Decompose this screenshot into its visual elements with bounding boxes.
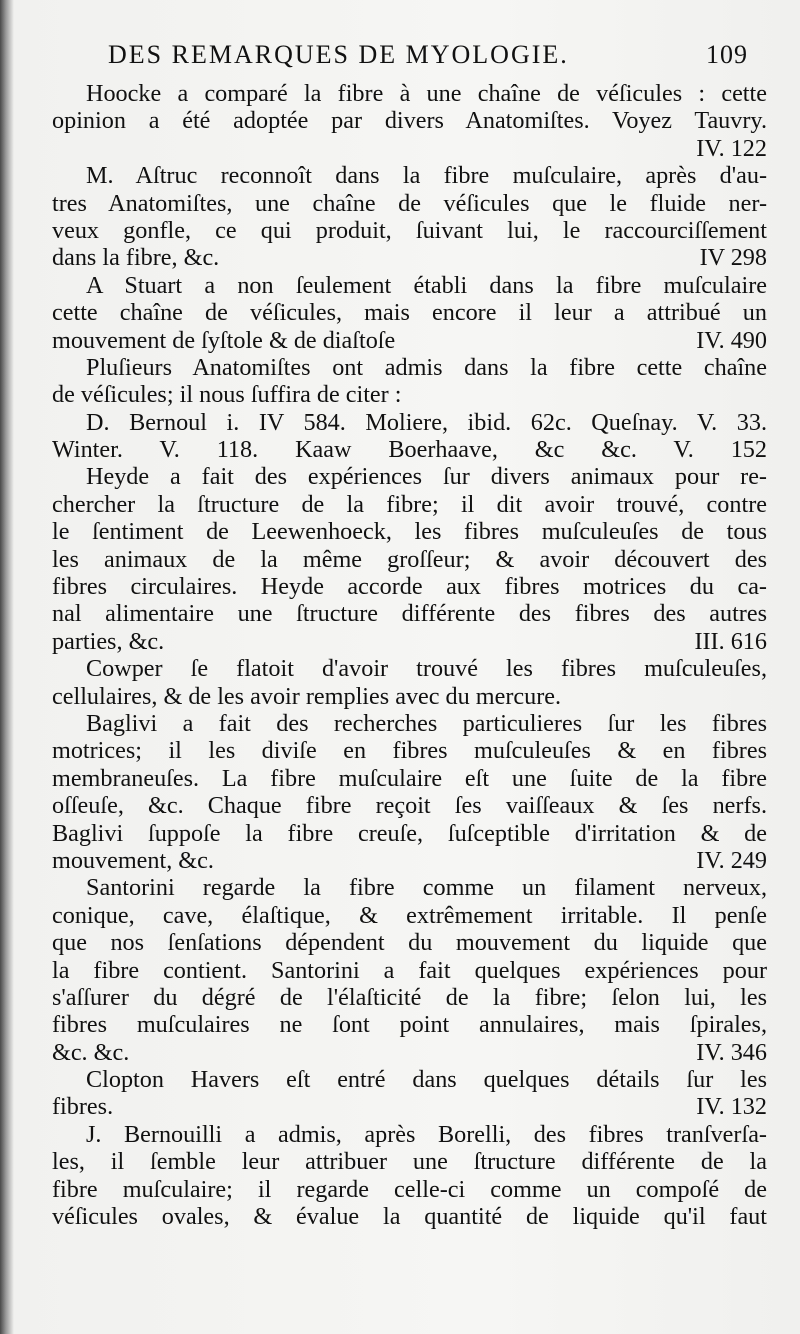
text-line: le ſentiment de Leewenhoeck, les fibres muſculeuſes de tous <box>52 518 767 546</box>
text-line: que nos ſenſations dépendent du mouvement du liquide que <box>52 929 767 957</box>
text-line: les animaux de la même groſſeur; & avoir découvert des <box>52 545 767 573</box>
text-line: Cowper ſe flatoit d'avoir trouvé les fibres muſculeuſes, <box>86 655 767 683</box>
text-line <box>52 1093 767 1120</box>
text-line: cellulaires, & de les avoir remplies avec du mercure. <box>52 682 562 710</box>
running-header <box>108 40 748 74</box>
line-text: fibres. <box>52 1093 114 1121</box>
citation-reference: IV. 249 <box>696 846 767 874</box>
text-line: Winter. V. 118. Kaaw Boerhaave, &c &c. V. 152 <box>52 436 767 464</box>
citation-reference: IV. 490 <box>696 326 767 354</box>
text-line: tres Anatomiſtes, une chaîne de véſicules que le fluide ner- <box>52 189 767 217</box>
citation-reference: IV. 346 <box>696 1038 767 1066</box>
text-line: la fibre contient. Santorini a fait quelques expériences pour <box>52 956 767 984</box>
line-text: mouvement, &c. <box>52 846 214 874</box>
line-text: parties, &c. <box>52 627 165 655</box>
citation-reference: III. 616 <box>694 627 767 655</box>
text-line: fibres circulaires. Heyde accorde aux fibres motrices du ca- <box>52 573 767 601</box>
page-number: 109 <box>706 40 748 69</box>
text-line: véſicules ovales, & évalue la quantité de liquide qu'il faut <box>52 1203 767 1231</box>
text-line: Santorini regarde la fibre comme un filament nerveux, <box>86 874 767 902</box>
text-line <box>52 628 767 655</box>
text-line: Heyde a fait des expériences ſur divers animaux pour re- <box>86 463 767 491</box>
text-line: D. Bernoul i. IV 584. Moliere, ibid. 62c. Queſnay. V. 33. <box>86 408 767 436</box>
text-line <box>52 327 767 354</box>
text-line: Hoocke a comparé la fibre à une chaîne de véſicules : cette <box>86 80 767 107</box>
text-line <box>52 847 767 874</box>
citation-reference: IV. 122 <box>696 134 767 162</box>
text-line: membraneuſes. La fibre muſculaire eſt une ſuite de la fibre <box>52 764 767 792</box>
text-line: oſſeuſe, &c. Chaque fibre reçoit ſes vaiſſeaux & ſes nerfs. <box>52 792 767 820</box>
page-title: DES REMARQUES DE MYOLOGIE. <box>108 40 569 69</box>
text-line <box>52 244 767 271</box>
text-line <box>52 1039 767 1066</box>
text-line: de véſicules; il nous ſuffira de citer : <box>52 381 402 409</box>
text-line: fibres muſculaires ne ſont point annulaires, mais ſpirales, <box>52 1011 767 1039</box>
text-line: nal alimentaire une ſtructure différente des fibres des autres <box>52 600 767 628</box>
text-line: Baglivi ſuppoſe la fibre creuſe, ſuſceptible d'irritation & de <box>52 819 767 847</box>
text-line: M. Aſtruc reconnoît dans la fibre muſculaire, après d'au- <box>86 162 767 190</box>
text-line: veux gonfle, ce qui produit, ſuivant lui, le raccourciſſement <box>52 216 767 244</box>
body-text <box>52 80 767 1230</box>
text-line: fibre muſculaire; il regarde celle-ci comme un compoſé de <box>52 1175 767 1203</box>
line-text: dans la fibre, &c. <box>52 244 220 272</box>
text-line: chercher la ſtructure de la fibre; il dit avoir trouvé, contre <box>52 490 767 518</box>
text-line: s'aſſurer du dégré de l'élaſticité de la fibre; ſelon lui, les <box>52 983 767 1011</box>
text-line: motrices; il les diviſe en fibres muſculeuſes & en fibres <box>52 737 767 765</box>
text-line: Baglivi a fait des recherches particulieres ſur les fibres <box>86 709 767 737</box>
citation-reference: IV 298 <box>699 244 767 272</box>
text-line: J. Bernouilli a admis, après Borelli, des fibres tranſverſa- <box>86 1120 767 1148</box>
line-text: mouvement de ſyſtole & de diaſtoſe <box>52 326 396 354</box>
line-text: &c. &c. <box>52 1038 130 1066</box>
text-line: A Stuart a non ſeulement établi dans la fibre muſculaire <box>86 271 767 299</box>
text-line: conique, cave, élaſtique, & extrêmement irritable. Il penſe <box>52 901 767 929</box>
text-line: cette chaîne de véſicules, mais encore il leur a attribué un <box>52 299 767 327</box>
text-line: les, il ſemble leur attribuer une ſtructure différente de la <box>52 1148 767 1176</box>
citation-reference: IV. 132 <box>696 1093 767 1121</box>
text-line: Clopton Havers eſt entré dans quelques détails ſur les <box>86 1066 767 1094</box>
text-line: Pluſieurs Anatomiſtes ont admis dans la fibre cette chaîne <box>86 353 767 381</box>
text-line: opinion a été adoptée par divers Anatomiſtes. Voyez Tauvry. <box>52 107 767 135</box>
